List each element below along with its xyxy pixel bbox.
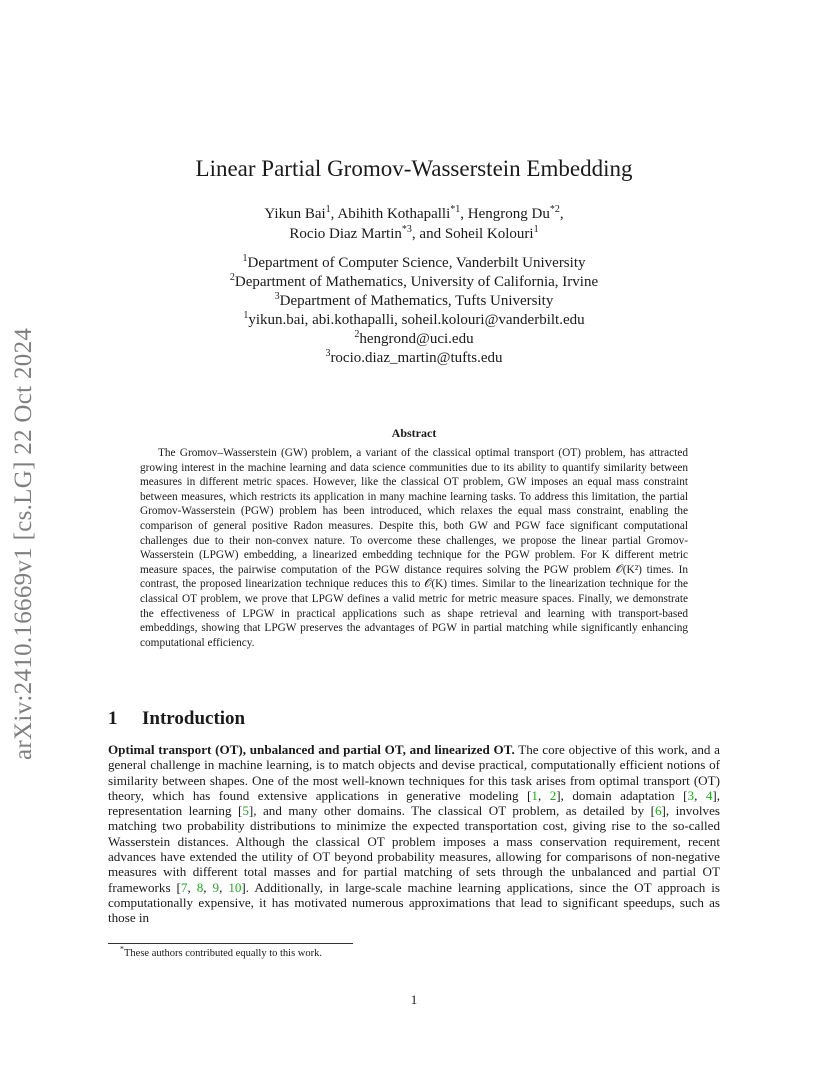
author-name: Rocio Diaz Martin: [289, 226, 402, 242]
abstract-heading: Abstract: [391, 426, 437, 440]
arxiv-identifier-stamp: arXiv:2410.16669v1 [cs.LG] 22 Oct 2024: [10, 327, 37, 760]
citation-link[interactable]: 3: [687, 787, 695, 803]
citation-link[interactable]: 4: [705, 787, 713, 803]
affil-text: Department of Mathematics, University of California, Irvine: [234, 274, 599, 290]
author-name: Yikun Bai: [264, 206, 326, 222]
conjunction: and: [419, 226, 445, 242]
separator: ,: [330, 206, 338, 222]
separator: ,: [559, 206, 564, 222]
author-affil-mark: 1: [533, 224, 539, 235]
affiliation-3: [0, 292, 828, 311]
section-number: 1: [108, 708, 118, 729]
affil-mark: 2: [354, 329, 360, 340]
citation-link[interactable]: 1: [531, 787, 538, 803]
email-text: yikun.bai, abi.kothapalli, soheil.kolouri@vanderbilt.edu: [248, 312, 585, 328]
footnote-text: These authors contributed equally to this work.: [124, 948, 322, 959]
footnote-divider: [108, 943, 353, 944]
email-text: hengrond@uci.edu: [359, 331, 474, 347]
citation-link[interactable]: 9: [212, 879, 220, 895]
affil-mark: 3: [325, 348, 331, 359]
author-name: Abihith Kothapalli: [337, 206, 451, 222]
citation-link[interactable]: 2: [549, 787, 557, 803]
affil-mark: 1: [243, 310, 249, 321]
author-name: Hengrong Du: [467, 206, 550, 222]
author-name: Soheil Kolouri: [444, 226, 534, 242]
author-affil-mark: *2: [549, 204, 560, 215]
author-affil-mark: *1: [450, 204, 461, 215]
abstract-text: The Gromov–Wasserstein (GW) problem, a variant of the classical optimal transport (OT) problem, has attracted growing interest in the machine learning and data science communities due to its ability to quantify similarity between measures in different metric spaces. However, like the classical OT problem, GW imposes an equal mass constraint between measures, which restricts its application in many machine learning tasks. To address this limitation, the partial Gromov-Wasserstein (PGW) problem has been introduced, which relaxes the equal mass constraint, enabling the comparison of general positive Radon measures. Despite this, both GW and PGW face significant computational challenges due to their non-convex nature. To overcome these challenges, we propose the linear partial Gromov-Wasserstein (LPGW) embedding, a linearized embedding technique for the PGW problem. For K different metric measure spaces, the pairwise computation of the PGW distance requires solving the PGW problem 𝒪(K²) times. In contrast, the proposed linearization technique reduces this to 𝒪(K) times. Similar to the linearization technique for the classical OT problem, we prove that LPGW defines a valid metric for metric measure spaces. Finally, we demonstrate the effectiveness of LPGW in practical applications such as shape retrieval and learning with transport-based embeddings, showing that LPGW preserves the advantages of PGW in partial matching while significantly enhancing computational efficiency.: [140, 447, 688, 649]
page-number: 1: [410, 992, 418, 1007]
paper-title: Linear Partial Gromov-Wasserstein Embedding: [195, 156, 633, 181]
section-heading: [108, 708, 245, 730]
citation-link[interactable]: 8: [196, 879, 204, 895]
paragraph-lead: Optimal transport (OT), unbalanced and partial OT, and linearized OT.: [108, 742, 515, 757]
email-line-2: [0, 330, 828, 349]
footnote: [120, 944, 322, 959]
introduction-paragraph: [108, 742, 720, 926]
email-text: rocio.diaz_martin@tufts.edu: [330, 350, 503, 366]
citation-link[interactable]: 7: [180, 879, 188, 895]
affil-text: Department of Mathematics, Tufts University: [279, 293, 554, 309]
citation-link[interactable]: 10: [228, 879, 242, 895]
author-affil-mark: 1: [325, 204, 331, 215]
separator: ,: [411, 226, 420, 242]
affiliation-2: [0, 273, 828, 292]
email-line-1: [0, 311, 828, 330]
email-line-3: [0, 349, 828, 368]
affil-text: Department of Computer Science, Vanderbilt University: [247, 255, 586, 271]
separator: ,: [460, 206, 468, 222]
author-line-1: [0, 204, 828, 225]
author-affil-mark: *3: [401, 224, 412, 235]
affiliation-1: [0, 254, 828, 273]
affil-mark: 3: [274, 291, 280, 302]
affil-mark: 1: [242, 253, 248, 264]
citation-link[interactable]: 6: [654, 803, 662, 819]
citation-link[interactable]: 5: [242, 803, 249, 819]
affil-mark: 2: [229, 272, 235, 283]
author-line-2: [0, 224, 828, 245]
section-title: Introduction: [142, 708, 246, 729]
paragraph-body: The core objective of this work, and a general challenge in machine learning, is to match objects and devise practical, computationally efficient notions of similarity between shapes. One of the most well-known techniques for this task arises from optimal transport (OT) theory, which has found extensive applications in generative modeling [1, 2], domain adaptation [3, 4], representation learning [5], and many other domains. The classical OT problem, as detailed by [6], involves matching two probability distributions to minimize the expected transportation cost, giving rise to the so-called Wasserstein distances. Although the classical OT problem imposes a mass conservation requirement, recent advances have extended the utility of OT beyond probability measures, allowing for comparisons of non-negative measures with different total masses and for partial matching of sets through the unbalanced and partial OT frameworks [7, 8, 9, 10]. Additionally, in large-scale machine learning applications, since the OT approach is computationally expensive, it has motivated numerous approximations that lead to significant speedups, such as those in: [108, 742, 721, 926]
footnote-mark: *: [120, 944, 124, 954]
